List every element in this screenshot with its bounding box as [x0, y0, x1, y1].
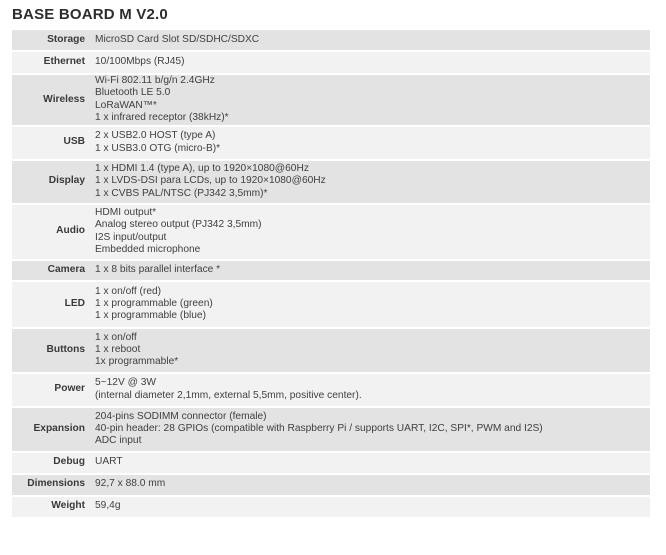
- spec-value: [92, 160, 650, 204]
- spec-value-line: 1 x infrared receptor (38kHz)*: [95, 112, 229, 124]
- spec-value-line: I2S input/output: [95, 231, 167, 243]
- spec-value: [92, 126, 650, 160]
- spec-value-line: (internal diameter 2,1mm, external 5,5mm, positive center).: [95, 389, 362, 401]
- spec-label: Camera: [12, 260, 92, 281]
- spec-value-line: Analog stereo output (PJ342 3,5mm): [95, 219, 262, 231]
- spec-value-line: 1 x LVDS-DSI para LCDs, up to 1920×1080@60Hz: [95, 175, 326, 187]
- spec-row-audio: [12, 204, 650, 260]
- spec-value-line: 1 x 8 bits parallel interface *: [95, 263, 221, 275]
- spec-value: [92, 51, 650, 74]
- spec-value: [92, 30, 650, 51]
- spec-value: [92, 452, 650, 474]
- spec-value-line: 1x programmable*: [95, 356, 179, 368]
- spec-value-line: 5~12V @ 3W: [95, 377, 157, 389]
- spec-label: LED: [12, 281, 92, 328]
- spec-value-line: 1 x CVBS PAL/NTSC (PJ342 3,5mm)*: [95, 187, 268, 199]
- spec-value-line: 204-pins SODIMM connector (female): [95, 410, 267, 422]
- spec-value: [92, 328, 650, 373]
- spec-row-storage: [12, 30, 650, 51]
- spec-row-power: [12, 373, 650, 407]
- spec-value-line: Wi-Fi 802.11 b/g/n 2.4GHz: [95, 75, 215, 86]
- spec-label: Audio: [12, 204, 92, 260]
- spec-value-line: 40-pin header: 28 GPIOs (compatible with Raspberry Pi / supports UART, I2C, SPI*, PWM and I2S): [95, 422, 543, 434]
- spec-value-line: 1 x on/off (red): [95, 285, 162, 297]
- spec-row-expansion: [12, 407, 650, 452]
- spec-value-line: LoRaWAN™*: [95, 99, 157, 111]
- spec-value-line: 1 x reboot: [95, 343, 141, 355]
- spec-value: [92, 496, 650, 518]
- spec-value-line: UART: [95, 456, 123, 468]
- spec-label: Dimensions: [12, 474, 92, 496]
- spec-value-line: 1 x HDMI 1.4 (type A), up to 1920×1080@60Hz: [95, 163, 309, 175]
- spec-value: [92, 204, 650, 260]
- spec-value: [92, 281, 650, 328]
- spec-value-line: 1 x on/off: [95, 331, 137, 343]
- spec-label: Buttons: [12, 328, 92, 373]
- spec-value-line: MicroSD Card Slot SD/SDHC/SDXC: [95, 33, 260, 45]
- spec-row-ethernet: [12, 51, 650, 74]
- spec-label: Power: [12, 373, 92, 407]
- spec-label: Debug: [12, 452, 92, 474]
- spec-value-line: Bluetooth LE 5.0: [95, 87, 171, 99]
- spec-value-line: 2 x USB2.0 HOST (type A): [95, 130, 216, 142]
- spec-value: [92, 407, 650, 452]
- spec-row-camera: [12, 260, 650, 281]
- spec-row-debug: [12, 452, 650, 474]
- spec-value-line: 1 x programmable (blue): [95, 310, 206, 322]
- spec-row-usb: [12, 126, 650, 160]
- spec-row-weight: [12, 496, 650, 518]
- spec-value: [92, 474, 650, 496]
- spec-table: [12, 30, 650, 519]
- spec-label: Storage: [12, 30, 92, 51]
- page-title: BASE BOARD M V2.0: [12, 6, 168, 23]
- spec-row-dimensions: [12, 474, 650, 496]
- spec-row-wireless: [12, 74, 650, 126]
- spec-row-buttons: [12, 328, 650, 373]
- spec-label: Wireless: [12, 74, 92, 126]
- spec-row-led: [12, 281, 650, 328]
- spec-label: Expansion: [12, 407, 92, 452]
- spec-value-line: 92,7 x 88.0 mm: [95, 478, 166, 490]
- spec-value-line: Embedded microphone: [95, 244, 201, 256]
- spec-value: [92, 260, 650, 281]
- spec-value-line: 10/100Mbps (RJ45): [95, 56, 185, 68]
- spec-label: Display: [12, 160, 92, 204]
- spec-value-line: 1 x USB3.0 OTG (micro-B)*: [95, 142, 221, 154]
- spec-value-line: ADC input: [95, 435, 142, 447]
- spec-value-line: 59,4g: [95, 500, 121, 512]
- spec-label: Weight: [12, 496, 92, 518]
- spec-value: [92, 373, 650, 407]
- spec-value-line: 1 x programmable (green): [95, 297, 213, 309]
- spec-label: Ethernet: [12, 51, 92, 74]
- spec-value-line: HDMI output*: [95, 206, 157, 218]
- spec-label: USB: [12, 126, 92, 160]
- spec-row-display: [12, 160, 650, 204]
- spec-value: [92, 74, 650, 126]
